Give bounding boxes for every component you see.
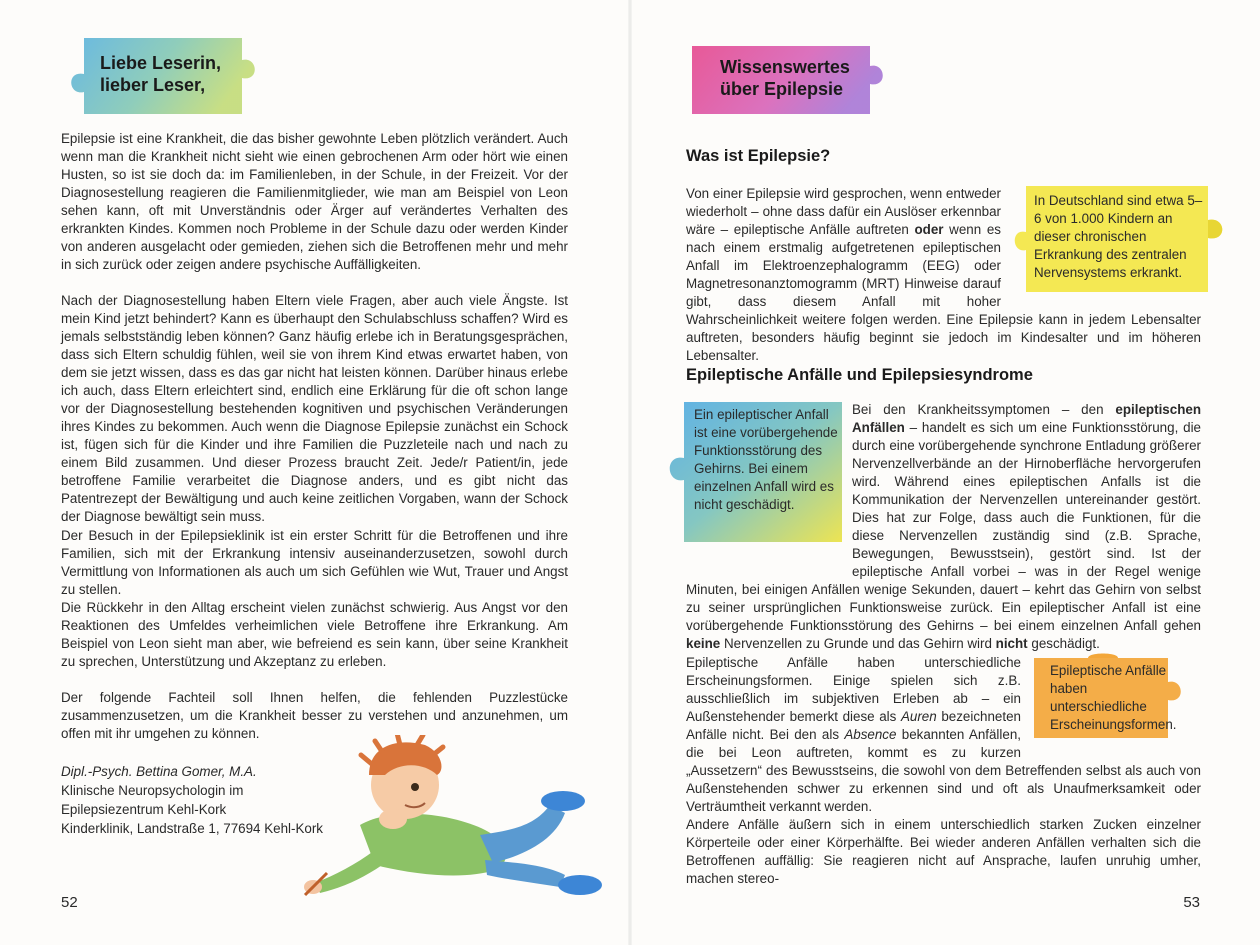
greeting-puzzle-piece bbox=[62, 30, 262, 122]
section1-paragraph-full bbox=[686, 185, 1201, 365]
left-page-number: 52 bbox=[61, 894, 78, 911]
section-title-what-is-epilepsy: Was ist Epilepsie? bbox=[686, 147, 831, 165]
topic-puzzle-piece bbox=[686, 36, 891, 122]
s2p1-b: epileptischen Anfällen bbox=[852, 402, 1201, 435]
note-orange-text: Epileptische Anfälle haben unterschiedliche Erscheinungsformen. bbox=[1050, 663, 1177, 732]
s2p2-b: Auren bbox=[900, 709, 937, 724]
signature-address: Kinderklinik, Landstraße 1, 77694 Kehl-Kork bbox=[61, 821, 324, 836]
s1-part-a: Von einer Epilepsie wird gesprochen, wenn entweder wiederholt – ohne dass dafür ein Auslöser erkennbar wäre – epileptische Anfälle auftreten bbox=[686, 186, 1001, 237]
signature-org: Epilepsiezentrum Kehl-Kork bbox=[61, 802, 227, 817]
note-yellow-text: In Deutschland sind etwa 5–6 von 1.000 Kindern an dieser chronischen Erkrankung des zentralen Nervensystems erkrankt. bbox=[1034, 193, 1203, 280]
s2p1-e: Nervenzellen zu Grunde und das Gehirn wird bbox=[720, 636, 996, 651]
s2p1-g: geschädigt. bbox=[1027, 636, 1100, 651]
s2p2-c: bezeichneten Anfälle nicht. Bei den als bbox=[686, 709, 1021, 742]
signature-name: Dipl.-Psych. Bettina Gomer, M.A. bbox=[61, 764, 257, 779]
s2p1-c: – handelt es sich um eine Funktionsstörung, die durch eine vorübergehende synchrone Entladung größerer Nervenzellverbände an der Hirnoberfläche hervorgerufen wird. Während eines epileptischen Anfalls ist die Kommunikation der Nervenzellen untereinander gestört. Dies hat zur Folge, dass auch die Funktionen, für die diese Nervenzellen zuständig sind (z.B. Sprache, Bewegungen, Bewusstsein), gestört sind. Ist der epileptische Anfall vorbei – was in der Regel wenige Minuten, bei einigen Anfällen wenige Sekunden, dauert – kehrt das Gehirn von selbst zu seiner ursprünglichen Funktionsweise zurück. Ein epileptischer Anfall ist eine vorübergehende Funktionsstörung des Gehirns – bei einem einzelnen Anfall gehen bbox=[686, 420, 1201, 633]
s2p2-a: Epileptische Anfälle haben unterschiedliche Erscheinungsformen. Einige spielen sich z.B. ausschließlich im subjektiven Erleben ab – ein Außenstehender bemerkt diese als bbox=[686, 655, 1021, 724]
section2-paragraph-1 bbox=[686, 401, 1201, 653]
left-paragraph-5: Der folgende Fachteil soll Ihnen helfen, die fehlenden Puzzlestücke zusammenzusetzen, um die Krankheit besser zu verstehen und anzunehmen, um offen mit ihr umgehen zu können. bbox=[61, 690, 568, 741]
s2p1-d: keine bbox=[686, 636, 721, 651]
section-title-seizures: Epileptische Anfälle und Epilepsiesyndrome bbox=[686, 366, 1033, 384]
left-paragraph-3: Der Besuch in der Epilepsieklinik ist ein erster Schritt für die Betroffenen und ihre Familien, sich mit der Erkrankung intensiv auseinanderzusetzen, sowohl durch Vermittlung von Informationen als auch um sich Gefühlen wie Wut, Trauer und Angst zu stellen. bbox=[61, 528, 568, 597]
section2-paragraph-3: Andere Anfälle äußern sich in einem unterschiedlich starken Zucken einzelner Körperteile oder einer Körperhälfte. Bei wieder anderen Anfällen verhalten sich die Betroffenen auffällig: Sie reagieren nicht auf Ansprache, laufen unruhig umher, machen stereo- bbox=[686, 817, 1201, 886]
topic-line-1: Wissenswertes bbox=[720, 57, 850, 77]
topic-line-2: über Epilepsie bbox=[720, 79, 844, 99]
left-paragraph-1: Epilepsie ist eine Krankheit, die das bisher gewohnte Leben plötzlich verändert. Auch wenn man die Krankheit nicht sieht wie einen gebrochenen Arm oder hört wie einen Husten, so ist sie doch da: im Familienleben, in der Schule, in der Freizeit. Vor der Diagnosestellung reagieren die Familienmitglieder, wie man am Beispiel von Leon sehen kann, oft mit Unverständnis oder Ärger auf verändertes Verhalten des erkrankten Kindes. Kommen noch Probleme in der Schule dazu oder werden Kinder von anderen ausgelacht oder gemieden, ziehen sich die Betroffenen mehr und mehr in sich zurück oder zeigen andere psychische Auffälligkeiten. bbox=[61, 131, 568, 272]
right-page-number: 53 bbox=[1183, 894, 1200, 911]
left-paragraph-4: Die Rückkehr in den Alltag erscheint vielen zunächst schwierig. Aus Angst vor den Reaktionen des Umfeldes verheimlichen viele Betroffene ihre Erkrankung. Am Beispiel von Leon sieht man aber, wie befreiend es sein kann, über seine Krankheit zu sprechen, Unterstützung und Akzeptanz zu erleben. bbox=[61, 600, 568, 669]
s1-part-b: oder bbox=[914, 222, 944, 237]
section2-paragraph-2 bbox=[686, 654, 1201, 816]
s2p2-e: bekannten Anfällen, die bei Leon auftreten, kommt es zu kurzen „Aussetzern“ des Bewusstseins, die sowohl von dem Betreffenden selbst als auch von Außenstehenden schwer zu erkennen sind und oft als Unaufmerksamkeit oder Verträumtheit verkannt werden. bbox=[686, 727, 1201, 814]
left-paragraph-2: Nach der Diagnosestellung haben Eltern viele Fragen, aber auch viele Ängste. Ist mein Kind jetzt behindert? Kann es überhaupt den Schulabschluss schaffen? Wird es jemals selbstständig leben können? Ganz häufig erlebe ich in Beratungsgesprächen, dass sich Eltern schuldig fühlen, weil sie von ihrem Kind etwas erwartet haben, von dem sie jetzt wissen, dass es das gar nicht hat leisten können. Darüber hinaus erlebe ich auch, dass Eltern erleichtert sind, endlich eine Erklärung für die oft schon lange vor der Diagnosestellung bestehenden kognitiven und psychischen Veränderungen ihres Kindes zu bekommen. Auch wenn die Diagnose Epilepsie zunächst ein Schock ist, fügen sich für die Kinder und ihre Familien die Puzzleteile nach und nach zu einem Bild zusammen. Und dieser Prozess braucht Zeit. Jede/r Patient/in, jede betroffene Familie verarbeitet die Diagnose anders, und es gibt nicht das Patentrezept der Bewältigung und auch keine zeitlichen Vorgaben, wann der Schock der Diagnose bewältigt sein muss. bbox=[61, 293, 568, 524]
greeting-line-1: Liebe Leserin, bbox=[100, 53, 222, 73]
s2p1-a: Bei den Krankheitssymptomen – den bbox=[852, 402, 1116, 417]
s2p1-f: nicht bbox=[995, 636, 1028, 651]
right-page bbox=[630, 0, 1260, 945]
boy-illustration bbox=[265, 735, 605, 915]
greeting-line-2: lieber Leser, bbox=[100, 75, 206, 95]
float-spacer-orange bbox=[1021, 654, 1201, 754]
float-spacer-yellow bbox=[1001, 185, 1201, 307]
signature-role: Klinische Neuropsychologin im bbox=[61, 783, 244, 798]
float-spacer-blue bbox=[686, 401, 852, 569]
note-blue-text: Ein epileptischer Anfall ist eine vorübergehende Funktionsstörung des Gehirns. Bei einem einzelnen Anfall wird es nicht geschädigt. bbox=[694, 407, 838, 512]
s1-part-c: wenn es nach einem erstmalig aufgetretenen epileptischen Anfall im Elektroenzephalogramm (EEG) oder Magnetresonanztomogramm (MRT) Hinweise darauf gibt, dass diesem Anfall mit hoher Wahrscheinlichkeit weitere folgen werden. Eine Epilepsie kann in jedem Lebensalter auftreten, besonders häufig beginnt sie jedoch im Kindesalter und im höheren Lebensalter. bbox=[686, 222, 1201, 363]
s2p2-d: Absence bbox=[844, 727, 897, 742]
